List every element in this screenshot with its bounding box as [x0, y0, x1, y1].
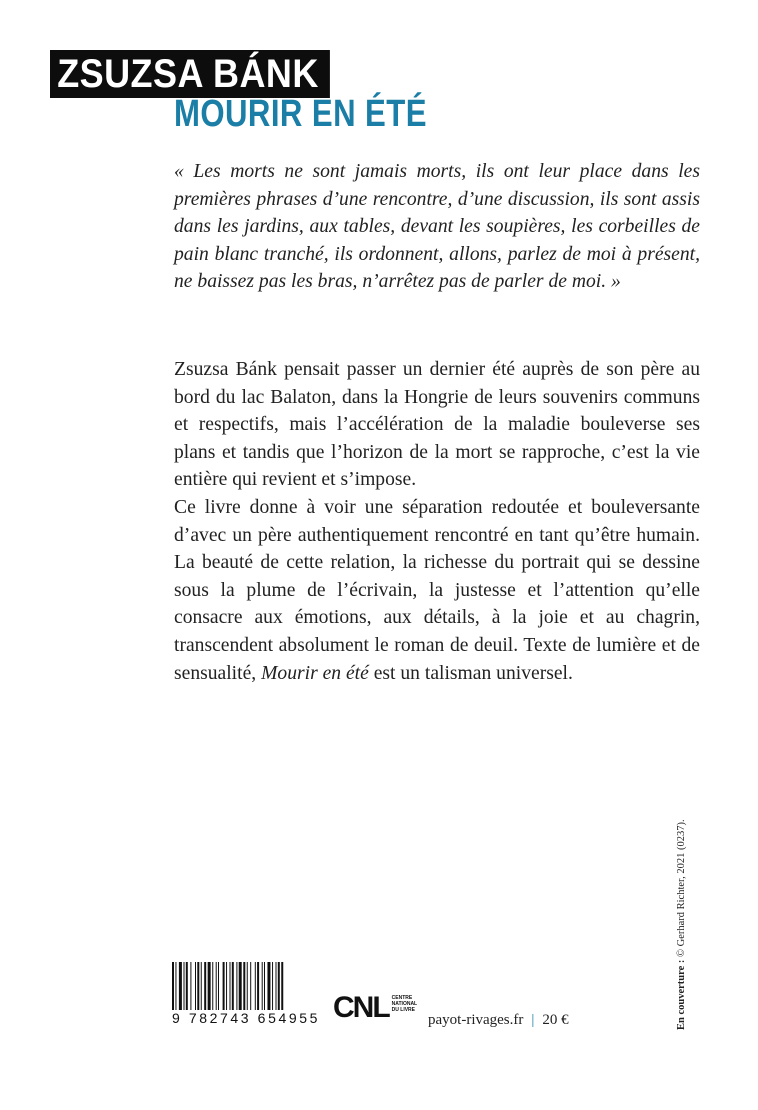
barcode-bar: [267, 962, 270, 1010]
barcode-bar: [201, 962, 202, 1010]
paragraph-2-end: est un talisman universel.: [368, 662, 573, 684]
barcode-bar: [236, 962, 237, 1010]
barcode-bar: [262, 962, 263, 1010]
barcode-bar: [223, 962, 225, 1010]
barcode-bar: [226, 962, 227, 1010]
cnl-caption-line-1: CENTRE: [391, 995, 413, 1001]
publisher-info: [428, 1012, 569, 1029]
barcode-bar: [276, 962, 277, 1010]
cnl-logo-text: CNL: [333, 991, 389, 1024]
description: [174, 356, 700, 687]
barcode-bar: [175, 962, 176, 1010]
credit-text: © Gerhard Richter, 2021 (0237).: [676, 819, 687, 960]
barcode-bar: [197, 962, 199, 1010]
barcode: [172, 962, 322, 1010]
barcode-bar: [239, 962, 242, 1010]
description-paragraph-1: Zsuzsa Bánk pensait passer un dernier été auprès de son père au bord du lac Balaton, dans la Hongrie de leurs souvenirs communs et respectifs, mais l’accélération de la maladie bouleverse ses plans et tandis que l’horizon de la mort se rapproche, c’est la vie entière qui revient et s’impose.: [174, 359, 700, 491]
barcode-bar: [232, 962, 234, 1010]
barcode-bar: [190, 962, 191, 1010]
paragraph-2-text: Ce livre donne à voir une séparation redoutée et bouleversante d’avec un père authentiquement rencontré en tant qu’être humain. La beauté de cette relation, la richesse du portrait qui se dessine sous la plume de l’écrivain, la justesse et l’attention qu’elle consacre aux émotions, aux détails, à la joie et au chagrin, transcendent absolument le roman de deuil. Texte de lumière et de sensualité,: [174, 496, 700, 684]
title-italic: Mourir en été: [261, 662, 369, 684]
barcode-bar: [257, 962, 259, 1010]
barcode-bar: [212, 962, 213, 1010]
cnl-logo-caption: [392, 995, 417, 1013]
cnl-caption-line-2: NATIONAL: [391, 1001, 418, 1007]
separator: |: [531, 1012, 535, 1028]
barcode-bar: [218, 962, 219, 1010]
epigraph-quote: « Les morts ne sont jamais morts, ils ont leur place dans les premières phrases d’une rencontre, d’une discussion, ils sont assis dans les jardins, aux tables, devant les soupières, les corbeilles de pain blanc tranché, ils ordonnent, allons, parlez de moi à présent, ne baissez pas les bras, n’arrêtez pas de parler de moi. »: [174, 161, 700, 293]
author-name: ZSUZSA BÁNK: [50, 50, 330, 98]
barcode-bar: [281, 962, 283, 1010]
description-paragraph-2: [174, 494, 700, 687]
barcode-bar: [243, 962, 245, 1010]
barcode-bar: [272, 962, 273, 1010]
barcode-bar: [179, 962, 182, 1010]
isbn-number: 9 782743 654955: [172, 1010, 320, 1026]
barcode-bar: [204, 962, 206, 1010]
publisher-website: payot-rivages.fr: [428, 1012, 524, 1028]
barcode-bar: [250, 962, 251, 1010]
barcode-bar: [247, 962, 248, 1010]
barcode-bar: [255, 962, 256, 1010]
barcode-bar: [216, 962, 217, 1010]
barcode-bar: [172, 962, 174, 1010]
barcode-bar: [264, 962, 265, 1010]
barcode-bar: [208, 962, 211, 1010]
barcode-bar: [184, 962, 185, 1010]
price: 20 €: [542, 1012, 569, 1028]
cnl-logo: [333, 993, 417, 1023]
book-title: MOURIR EN ÉTÉ: [174, 93, 427, 135]
barcode-bar: [278, 962, 280, 1010]
barcode-bar: [186, 962, 188, 1010]
credit-label: En couverture :: [676, 959, 687, 1030]
cover-credit: [676, 819, 687, 1030]
barcode-bar: [230, 962, 231, 1010]
cnl-caption-line-3: DU LIVRE: [391, 1007, 415, 1013]
barcode-bar: [195, 962, 196, 1010]
